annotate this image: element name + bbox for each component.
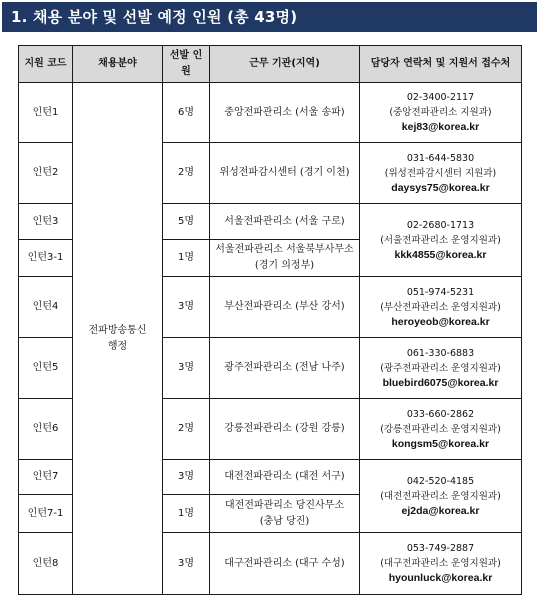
section-title: 1. 채용 분야 및 선발 예정 인원 (총 43명) [2,2,537,32]
code-cell: 인턴8 [19,533,73,595]
contact-email[interactable]: kongsm5@korea.kr [391,437,490,450]
org-line: (경기 의정부) [254,260,315,271]
code-cell: 인턴7-1 [19,495,73,533]
contact-cell [360,143,522,204]
table-row [19,83,522,143]
contact-phone: 031-644-5830 [406,152,475,164]
org-cell: 서울전파관리소 (서울 구로) [210,204,360,240]
count-cell: 2명 [163,143,210,204]
contact-dept: (부산전파관리소 운영지원과) [380,301,501,313]
contact-cell [360,533,522,595]
org-cell: 위성전파감시센터 (경기 이천) [210,143,360,204]
code-cell: 인턴2 [19,143,73,204]
count-cell: 1명 [163,240,210,277]
header-count: 선발 인원 [163,46,210,83]
contact-dept: (대구전파관리소 운영지원과) [380,558,501,569]
header-code: 지원 코드 [19,46,73,83]
org-cell [210,495,360,533]
org-cell: 광주전파관리소 (전남 나주) [210,338,360,399]
contact-cell [360,399,522,460]
contact-phone: 061-330-6883 [406,347,475,359]
contact-dept: (광주전파관리소 운영지원과) [380,362,501,374]
contact-email[interactable]: bluebird6075@korea.kr [382,376,499,389]
contact-email[interactable]: daysys75@korea.kr [391,181,490,194]
contact-cell [360,338,522,399]
org-cell: 부산전파관리소 (부산 강서) [210,277,360,338]
code-cell: 인턴6 [19,399,73,460]
org-cell: 강릉전파관리소 (강원 강릉) [210,399,360,460]
header-contact: 담당자 연락처 및 지원서 접수처 [360,46,522,83]
org-line: (충남 당진) [259,515,310,527]
contact-cell [360,204,522,277]
org-cell: 대구전파관리소 (대구 수성) [210,533,360,595]
contact-dept: (대전전파관리소 운영지원과) [380,490,501,502]
contact-cell [360,460,522,533]
contact-dept: (강릉전파관리소 운영지원과) [380,423,501,435]
contact-cell [360,83,522,143]
recruitment-table [18,45,522,595]
contact-email[interactable]: kej83@korea.kr [401,121,480,133]
count-cell: 2명 [163,399,210,460]
count-cell: 5명 [163,204,210,240]
org-line: 대전전파관리소 당진사무소 [224,499,345,511]
header-field: 채용분야 [73,46,163,83]
contact-cell [360,277,522,338]
count-cell: 1명 [163,495,210,533]
contact-phone: 033-660-2862 [406,408,475,420]
field-cell: 전파방송통신 행정 [73,83,163,595]
count-cell: 3명 [163,277,210,338]
org-cell [210,240,360,277]
count-cell: 3명 [163,338,210,399]
contact-phone: 053-749-2887 [406,543,475,554]
code-cell: 인턴5 [19,338,73,399]
contact-phone: 042-520-4185 [406,475,475,487]
code-cell: 인턴3 [19,204,73,240]
org-line: 서울전파관리소 서울북부사무소 [215,244,354,255]
contact-email[interactable]: ej2da@korea.kr [401,504,480,517]
contact-email[interactable]: heroyeob@korea.kr [391,315,490,328]
contact-dept: (위성전파감시센터 지원과) [384,167,497,179]
table-header-row [19,46,522,83]
org-cell: 대전전파관리소 (대전 서구) [210,460,360,495]
code-cell: 인턴1 [19,83,73,143]
contact-dept: (서울전파관리소 운영지원과) [380,234,501,246]
code-cell: 인턴7 [19,460,73,495]
contact-phone: 02-2680-1713 [406,219,475,231]
org-cell: 중앙전파관리소 (서울 송파) [210,83,360,143]
count-cell: 3명 [163,460,210,495]
code-cell: 인턴4 [19,277,73,338]
contact-dept: (중앙전파관리소 지원과) [389,107,492,118]
count-cell: 3명 [163,533,210,595]
contact-email[interactable]: hyounluck@korea.kr [388,572,493,584]
count-cell: 6명 [163,83,210,143]
contact-phone: 051-974-5231 [406,286,475,298]
contact-email[interactable]: kkk4855@korea.kr [394,248,487,261]
contact-phone: 02-3400-2117 [406,92,475,103]
header-org: 근무 기관(지역) [210,46,360,83]
code-cell: 인턴3-1 [19,240,73,277]
